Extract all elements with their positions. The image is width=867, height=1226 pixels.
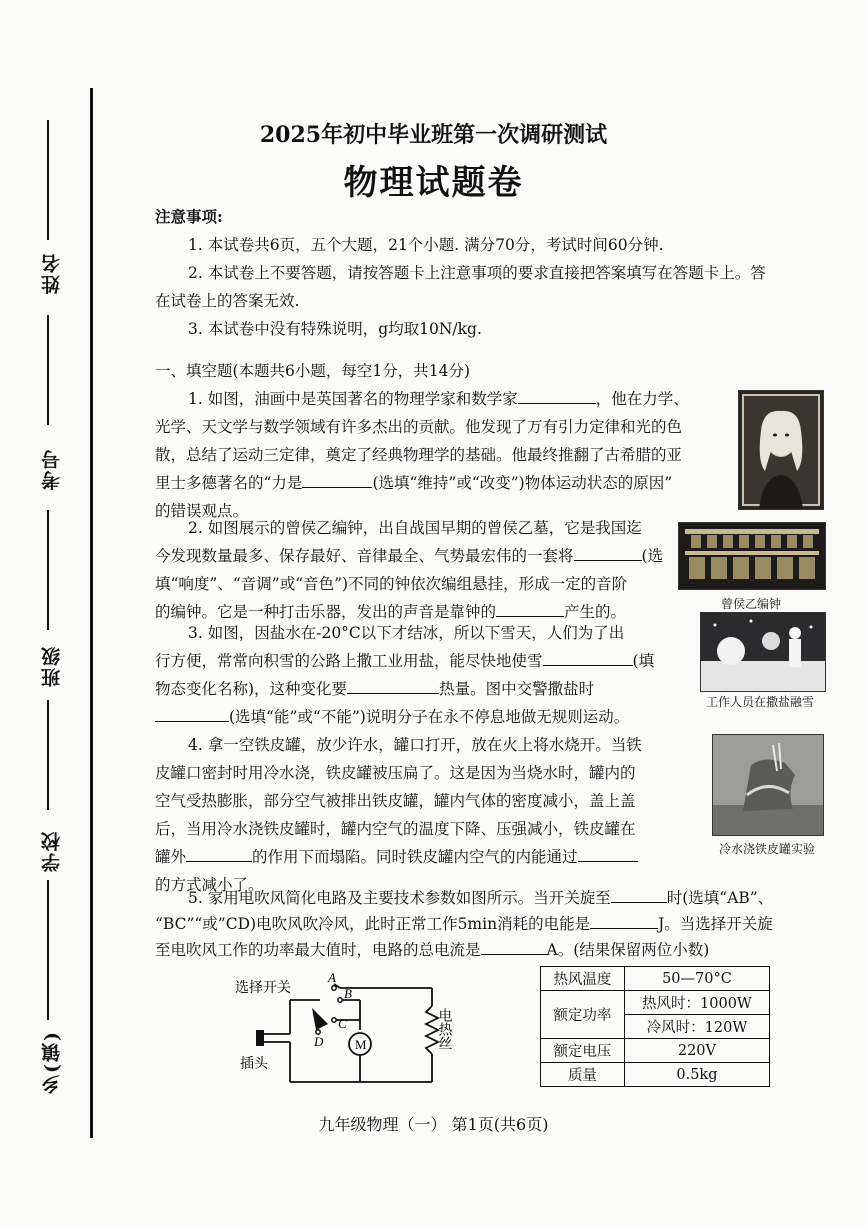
q3-blank-2[interactable] bbox=[347, 675, 439, 694]
q2-blank-2[interactable] bbox=[496, 598, 564, 617]
point-c-label: C bbox=[338, 1016, 347, 1031]
school-blank bbox=[47, 700, 49, 810]
spec-mass-value: 0.5kg bbox=[624, 1063, 769, 1087]
spec-temp-value: 50—70°C bbox=[624, 967, 769, 991]
notice-item-1: 1. 本试卷共6页，五个大题，21个小题. 满分70分，考试时间60分钟. bbox=[188, 236, 664, 254]
q5-line2: “BC”“或”CD)电吹风吹冷风，此时正常工作5min消耗的电能是 J。当选择开关旋 bbox=[155, 910, 773, 939]
q1-line3: 散，总结了运动三定律，奠定了经典物理学的基础。他最终推翻了古希腊的亚 bbox=[155, 446, 683, 464]
q4-blank-1[interactable] bbox=[186, 843, 252, 862]
spec-temp-label: 热风温度 bbox=[541, 967, 625, 991]
q4-line6: 的方式减小了。 bbox=[155, 876, 264, 894]
salt-snow-caption: 工作人员在撒盐融雪 bbox=[705, 695, 814, 709]
exam-title: 2025年初中毕业班第一次调研测试 bbox=[259, 122, 608, 148]
exam-subtitle: 物理试题卷 bbox=[343, 163, 524, 203]
point-d-label: D bbox=[314, 1034, 324, 1049]
section1-heading: 一、填空题(本题共6小题，每空1分，共14分) bbox=[155, 362, 471, 380]
bianzhong-image bbox=[678, 522, 826, 590]
name-label: 姓名 bbox=[41, 252, 63, 294]
notice-item-2b: 在试卷上的答案无效. bbox=[155, 292, 300, 310]
q1-line4: 里士多德著名的“力是 (选填“维持”或“改变”)物体运动状态的原因” bbox=[155, 469, 672, 498]
q2-line2: 今发现数量最多、保存最好、音律最全、气势最宏伟的一套将 (选 bbox=[155, 542, 663, 571]
q4-line5: 罐外 的作用下而塌陷。同时铁皮罐内空气的内能通过 bbox=[155, 843, 638, 872]
q2-line4: 的编钟。它是一种打击乐器，发出的声音是靠钟的 产生的。 bbox=[155, 598, 626, 627]
point-b-label: B bbox=[344, 986, 352, 1001]
spec-power-hot: 热风时：1000W bbox=[624, 991, 769, 1015]
q4-blank-2[interactable] bbox=[578, 843, 638, 862]
q3-blank-1[interactable] bbox=[543, 647, 633, 666]
q4-line3: 空气受热膨胀，部分空气被排出铁皮罐，罐内气体的密度减小，盖上盖 bbox=[155, 792, 636, 810]
q3-line3: 物态变化名称)，这种变化要 热量。图中交警撒盐时 bbox=[155, 675, 594, 704]
iron-can-image bbox=[712, 734, 824, 836]
q4-line1: 4. 拿一空铁皮罐，放少许水，罐口打开，放在火上将水烧开。当铁 bbox=[188, 736, 642, 754]
q3-blank-3[interactable] bbox=[155, 703, 229, 722]
newton-portrait-image bbox=[738, 390, 824, 510]
q5-blank-1[interactable] bbox=[611, 884, 667, 903]
class-blank bbox=[47, 510, 49, 630]
motor-label: M bbox=[355, 1037, 367, 1052]
q3-line4: (选填“能”或“不能”)说明分子在永不停息地做无规则运动。 bbox=[155, 703, 629, 732]
exam-no-blank bbox=[47, 315, 49, 425]
spec-table bbox=[540, 966, 770, 1087]
salt-snow-image bbox=[700, 612, 826, 692]
q5-line1: 5. 家用电吹风简化电路及主要技术参数如图所示。当开关旋至 时(选填“AB”、 bbox=[188, 884, 773, 913]
town-blank bbox=[47, 880, 49, 1020]
school-label: 学校 bbox=[41, 830, 63, 872]
q1-blank-2[interactable] bbox=[302, 469, 372, 488]
q5-blank-3[interactable] bbox=[481, 936, 547, 955]
spec-voltage-value: 220V bbox=[624, 1039, 769, 1063]
q4-line2: 皮罐口密封时用冷水浇，铁皮罐被压扁了。这是因为当烧水时，罐内的 bbox=[155, 764, 636, 782]
q1-line1: 1. 如图，油画中是英国著名的物理学家和数学家 ，他在力学、 bbox=[188, 385, 689, 414]
q4-line4: 后，当用冷水浇铁皮罐时，罐内空气的温度下降、压强减小，铁皮罐在 bbox=[155, 820, 636, 838]
spec-voltage-label: 额定电压 bbox=[541, 1039, 625, 1063]
iron-can-caption: 冷水浇铁皮罐实验 bbox=[718, 842, 815, 856]
page-footer: 九年级物理（一） 第1页(共6页) bbox=[318, 1115, 549, 1134]
q2-line1: 2. 如图展示的曾侯乙编钟，出自战国早期的曾侯乙墓，它是我国迄 bbox=[188, 519, 642, 537]
q2-blank-1[interactable] bbox=[574, 542, 642, 561]
spec-mass-label: 质量 bbox=[541, 1063, 625, 1087]
point-a-label: A bbox=[328, 972, 336, 985]
q1-line5: 的错误观点。 bbox=[155, 502, 249, 520]
q2-line3: 填“响度”、“音调”或“音色”)不同的钟依次编组悬挂，形成一定的音阶 bbox=[155, 575, 628, 593]
binding-line bbox=[90, 88, 93, 1138]
plug-label: 插头 bbox=[240, 1057, 268, 1072]
hair-dryer-circuit-diagram bbox=[232, 972, 472, 1090]
spec-power-cold: 冷风时：120W bbox=[624, 1015, 769, 1039]
q1-blank-1[interactable] bbox=[518, 385, 596, 404]
class-label: 班级 bbox=[41, 645, 63, 687]
notice-item-3: 3. 本试卷中没有特殊说明，g均取10N/kg. bbox=[188, 320, 482, 338]
q3-line2: 行方便，常常向积雪的公路上撒工业用盐，能尽快地使雪 (填 bbox=[155, 647, 654, 676]
q5-line3: 至电吹风工作的功率最大值时，电路的总电流是 A。(结果保留两位小数) bbox=[155, 936, 709, 965]
notice-item-2a: 2. 本试卷上不要答题，请按答题卡上注意事项的要求直接把答案填写在答题卡上。答 bbox=[188, 264, 766, 282]
notice-heading: 注意事项: bbox=[155, 207, 223, 226]
bianzhong-caption: 曾侯乙编钟 bbox=[720, 597, 781, 611]
q1-line2: 光学、天文学与数学领域有许多杰出的贡献。他发现了万有引力定律和光的色 bbox=[155, 418, 683, 436]
heater-label: 电热丝 bbox=[436, 1008, 452, 1050]
q5-blank-2[interactable] bbox=[590, 910, 658, 929]
switch-label: 选择开关 bbox=[235, 981, 291, 996]
exam-no-label: 考号 bbox=[41, 448, 63, 490]
town-label: 乡(镇) bbox=[41, 1030, 63, 1094]
spec-power-label: 额定功率 bbox=[541, 991, 625, 1039]
q3-line1: 3. 如图，因盐水在-20°C以下才结冰，所以下雪天，人们为了出 bbox=[188, 624, 625, 642]
